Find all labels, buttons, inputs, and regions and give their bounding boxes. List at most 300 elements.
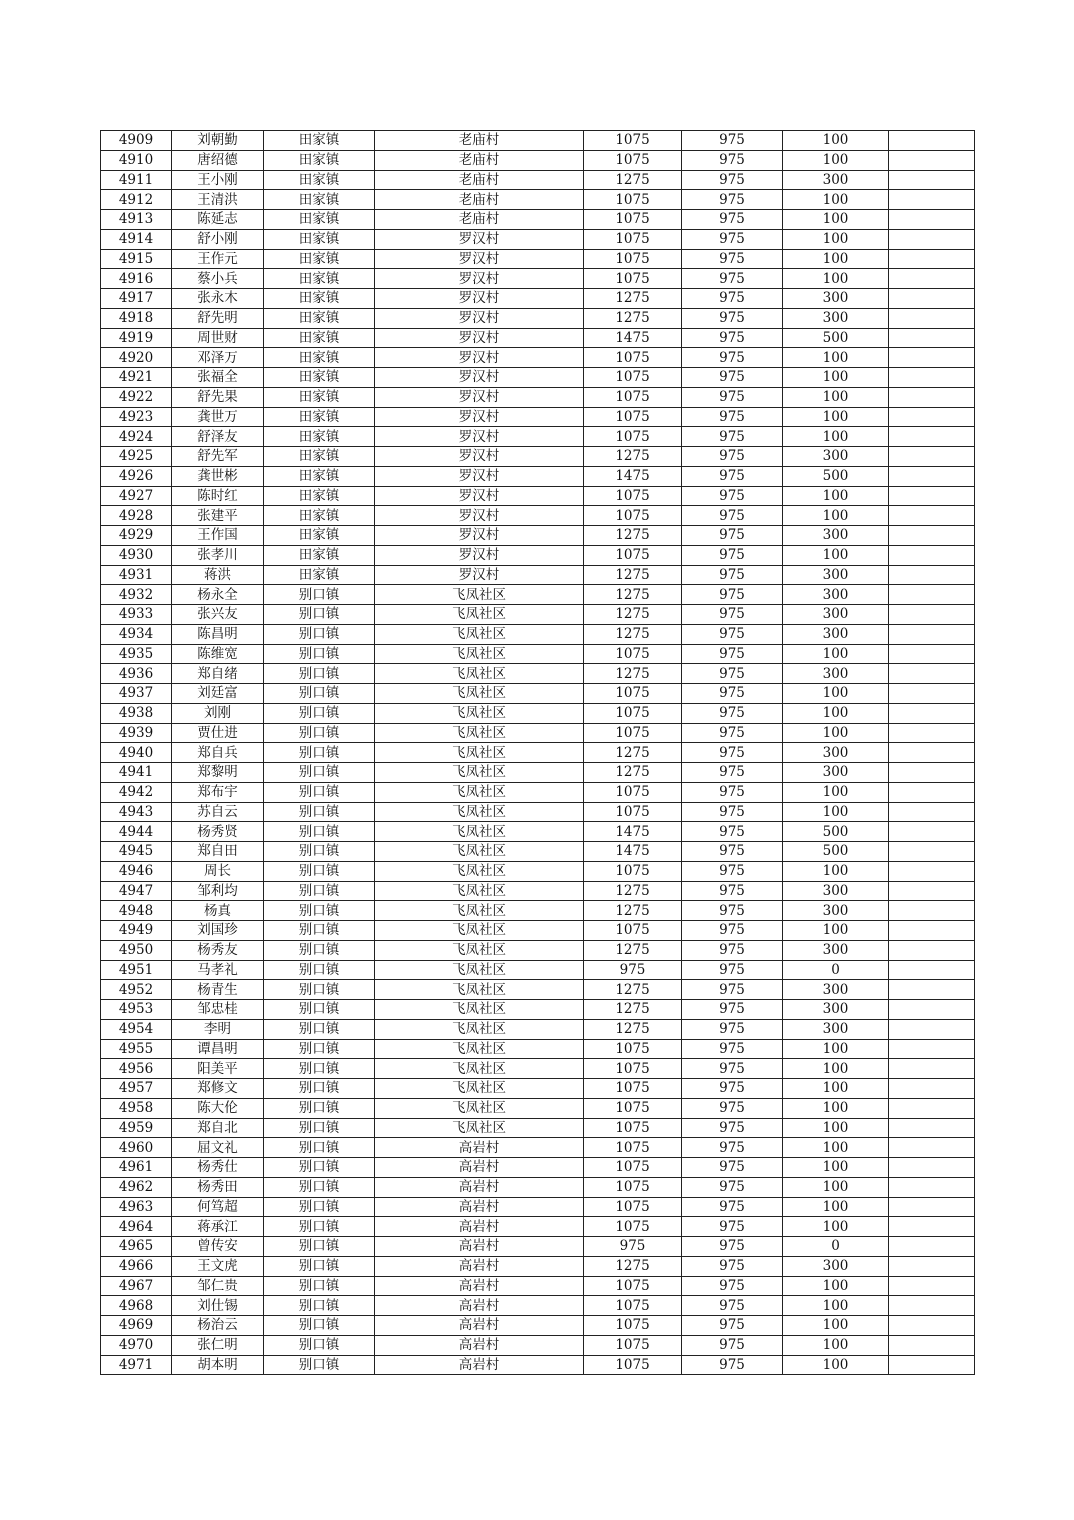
table-row [101,269,975,289]
person-name-cell: 郑自兵 [172,743,264,763]
person-name-cell: 张福全 [172,368,264,388]
amount-base-cell: 975 [682,249,783,269]
remarks-cell [889,289,975,309]
person-name-cell: 龚世万 [172,407,264,427]
amount-total-cell: 1075 [584,684,682,704]
amount-difference-cell: 100 [783,1158,889,1178]
person-name-cell: 屈文礼 [172,1138,264,1158]
village-cell: 飞凤社区 [375,1000,584,1020]
village-cell: 飞凤社区 [375,802,584,822]
serial-number-cell: 4937 [101,684,172,704]
remarks-cell [889,387,975,407]
table-row [101,1355,975,1375]
amount-total-cell: 1075 [584,1079,682,1099]
village-cell: 飞凤社区 [375,1079,584,1099]
serial-number-cell: 4918 [101,308,172,328]
village-cell: 飞凤社区 [375,881,584,901]
amount-difference-cell: 100 [783,703,889,723]
amount-total-cell: 1275 [584,1256,682,1276]
amount-total-cell: 1075 [584,368,682,388]
table-row [101,427,975,447]
amount-base-cell: 975 [682,1355,783,1375]
amount-total-cell: 1275 [584,881,682,901]
remarks-cell [889,940,975,960]
amount-base-cell: 975 [682,170,783,190]
amount-difference-cell: 100 [783,1296,889,1316]
village-cell: 高岩村 [375,1296,584,1316]
remarks-cell [889,308,975,328]
amount-base-cell: 975 [682,1276,783,1296]
amount-base-cell: 975 [682,960,783,980]
serial-number-cell: 4948 [101,901,172,921]
remarks-cell [889,1039,975,1059]
table-row [101,407,975,427]
town-cell: 别口镇 [264,1256,375,1276]
roster-body [101,131,975,1375]
table-row [101,624,975,644]
village-cell: 罗汉村 [375,466,584,486]
remarks-cell [889,1217,975,1237]
amount-base-cell: 975 [682,565,783,585]
village-cell: 飞凤社区 [375,703,584,723]
person-name-cell: 王清洪 [172,190,264,210]
amount-total-cell: 975 [584,960,682,980]
amount-difference-cell: 300 [783,605,889,625]
serial-number-cell: 4945 [101,842,172,862]
town-cell: 别口镇 [264,1296,375,1316]
amount-difference-cell: 100 [783,269,889,289]
table-row [101,881,975,901]
amount-base-cell: 975 [682,782,783,802]
table-row [101,1059,975,1079]
town-cell: 田家镇 [264,328,375,348]
person-name-cell: 陈昌明 [172,624,264,644]
serial-number-cell: 4958 [101,1098,172,1118]
town-cell: 别口镇 [264,1098,375,1118]
serial-number-cell: 4936 [101,664,172,684]
town-cell: 田家镇 [264,150,375,170]
serial-number-cell: 4971 [101,1355,172,1375]
amount-difference-cell: 300 [783,1000,889,1020]
table-row [101,1039,975,1059]
town-cell: 别口镇 [264,1158,375,1178]
remarks-cell [889,447,975,467]
remarks-cell [889,269,975,289]
person-name-cell: 刘刚 [172,703,264,723]
remarks-cell [889,822,975,842]
person-name-cell: 何笃超 [172,1197,264,1217]
amount-base-cell: 975 [682,1316,783,1336]
village-cell: 罗汉村 [375,229,584,249]
table-row [101,1000,975,1020]
remarks-cell [889,1138,975,1158]
village-cell: 罗汉村 [375,565,584,585]
remarks-cell [889,348,975,368]
village-cell: 高岩村 [375,1217,584,1237]
village-cell: 老庙村 [375,170,584,190]
amount-total-cell: 1275 [584,526,682,546]
table-row [101,1316,975,1336]
person-name-cell: 胡本明 [172,1355,264,1375]
village-cell: 飞凤社区 [375,684,584,704]
serial-number-cell: 4942 [101,782,172,802]
amount-total-cell: 1275 [584,940,682,960]
village-cell: 飞凤社区 [375,901,584,921]
amount-base-cell: 975 [682,802,783,822]
amount-total-cell: 1075 [584,1177,682,1197]
serial-number-cell: 4953 [101,1000,172,1020]
person-name-cell: 周长 [172,861,264,881]
person-name-cell: 陈大伦 [172,1098,264,1118]
serial-number-cell: 4924 [101,427,172,447]
amount-difference-cell: 100 [783,1276,889,1296]
town-cell: 别口镇 [264,861,375,881]
amount-base-cell: 975 [682,407,783,427]
table-row [101,466,975,486]
town-cell: 别口镇 [264,703,375,723]
amount-total-cell: 1075 [584,486,682,506]
amount-base-cell: 975 [682,624,783,644]
amount-total-cell: 975 [584,1237,682,1257]
town-cell: 田家镇 [264,526,375,546]
table-row [101,368,975,388]
village-cell: 高岩村 [375,1355,584,1375]
amount-total-cell: 1275 [584,901,682,921]
table-row [101,289,975,309]
amount-base-cell: 975 [682,368,783,388]
serial-number-cell: 4931 [101,565,172,585]
serial-number-cell: 4933 [101,605,172,625]
town-cell: 田家镇 [264,131,375,151]
village-cell: 飞凤社区 [375,723,584,743]
table-row [101,328,975,348]
amount-base-cell: 975 [682,328,783,348]
remarks-cell [889,1316,975,1336]
person-name-cell: 杨治云 [172,1316,264,1336]
serial-number-cell: 4950 [101,940,172,960]
amount-total-cell: 1075 [584,1355,682,1375]
remarks-cell [889,782,975,802]
amount-base-cell: 975 [682,1197,783,1217]
amount-base-cell: 975 [682,723,783,743]
amount-base-cell: 975 [682,980,783,1000]
table-row [101,1276,975,1296]
amount-base-cell: 975 [682,881,783,901]
person-name-cell: 唐绍德 [172,150,264,170]
town-cell: 别口镇 [264,1316,375,1336]
remarks-cell [889,1256,975,1276]
village-cell: 飞凤社区 [375,980,584,1000]
amount-base-cell: 975 [682,210,783,230]
serial-number-cell: 4941 [101,763,172,783]
serial-number-cell: 4960 [101,1138,172,1158]
remarks-cell [889,170,975,190]
person-name-cell: 邓泽万 [172,348,264,368]
amount-total-cell: 1075 [584,229,682,249]
amount-base-cell: 975 [682,605,783,625]
village-cell: 飞凤社区 [375,842,584,862]
town-cell: 别口镇 [264,822,375,842]
amount-total-cell: 1075 [584,190,682,210]
amount-total-cell: 1075 [584,1098,682,1118]
amount-difference-cell: 100 [783,348,889,368]
table-row [101,1217,975,1237]
amount-total-cell: 1075 [584,407,682,427]
amount-base-cell: 975 [682,822,783,842]
amount-total-cell: 1075 [584,1217,682,1237]
amount-total-cell: 1275 [584,170,682,190]
person-name-cell: 曾传安 [172,1237,264,1257]
village-cell: 高岩村 [375,1335,584,1355]
table-row [101,1079,975,1099]
amount-difference-cell: 300 [783,624,889,644]
table-row [101,150,975,170]
table-row [101,723,975,743]
town-cell: 别口镇 [264,960,375,980]
person-name-cell: 陈时红 [172,486,264,506]
table-row [101,229,975,249]
amount-difference-cell: 100 [783,802,889,822]
person-name-cell: 王作国 [172,526,264,546]
serial-number-cell: 4964 [101,1217,172,1237]
table-row [101,249,975,269]
village-cell: 罗汉村 [375,447,584,467]
town-cell: 别口镇 [264,1335,375,1355]
remarks-cell [889,743,975,763]
town-cell: 田家镇 [264,368,375,388]
amount-base-cell: 975 [682,150,783,170]
table-row [101,960,975,980]
village-cell: 高岩村 [375,1158,584,1178]
amount-difference-cell: 300 [783,526,889,546]
village-cell: 罗汉村 [375,308,584,328]
amount-base-cell: 975 [682,486,783,506]
person-name-cell: 郑布宇 [172,782,264,802]
table-row [101,210,975,230]
serial-number-cell: 4970 [101,1335,172,1355]
remarks-cell [889,1296,975,1316]
serial-number-cell: 4915 [101,249,172,269]
town-cell: 别口镇 [264,763,375,783]
amount-difference-cell: 100 [783,545,889,565]
table-row [101,684,975,704]
serial-number-cell: 4913 [101,210,172,230]
amount-total-cell: 1075 [584,150,682,170]
serial-number-cell: 4951 [101,960,172,980]
town-cell: 别口镇 [264,1000,375,1020]
person-name-cell: 郑自绪 [172,664,264,684]
person-name-cell: 杨秀贤 [172,822,264,842]
village-cell: 飞凤社区 [375,624,584,644]
table-row [101,1335,975,1355]
person-name-cell: 陈维宽 [172,644,264,664]
table-row [101,763,975,783]
amount-difference-cell: 300 [783,308,889,328]
amount-total-cell: 1275 [584,308,682,328]
serial-number-cell: 4969 [101,1316,172,1336]
table-row [101,1098,975,1118]
serial-number-cell: 4916 [101,269,172,289]
amount-total-cell: 1275 [584,763,682,783]
town-cell: 田家镇 [264,545,375,565]
amount-base-cell: 975 [682,545,783,565]
amount-difference-cell: 100 [783,1098,889,1118]
remarks-cell [889,1276,975,1296]
remarks-cell [889,150,975,170]
town-cell: 田家镇 [264,565,375,585]
amount-total-cell: 1075 [584,1316,682,1336]
town-cell: 别口镇 [264,901,375,921]
amount-total-cell: 1075 [584,1059,682,1079]
amount-total-cell: 1475 [584,842,682,862]
town-cell: 别口镇 [264,664,375,684]
town-cell: 田家镇 [264,486,375,506]
amount-total-cell: 1075 [584,1039,682,1059]
remarks-cell [889,624,975,644]
table-row [101,1237,975,1257]
village-cell: 老庙村 [375,210,584,230]
serial-number-cell: 4938 [101,703,172,723]
amount-base-cell: 975 [682,664,783,684]
amount-difference-cell: 100 [783,387,889,407]
town-cell: 别口镇 [264,940,375,960]
town-cell: 别口镇 [264,1177,375,1197]
town-cell: 田家镇 [264,447,375,467]
remarks-cell [889,1197,975,1217]
amount-total-cell: 1075 [584,644,682,664]
town-cell: 别口镇 [264,1276,375,1296]
amount-difference-cell: 300 [783,170,889,190]
amount-difference-cell: 100 [783,1355,889,1375]
amount-total-cell: 1075 [584,1296,682,1316]
amount-difference-cell: 300 [783,1256,889,1276]
amount-base-cell: 975 [682,901,783,921]
amount-difference-cell: 300 [783,585,889,605]
amount-difference-cell: 100 [783,368,889,388]
amount-total-cell: 1275 [584,1019,682,1039]
amount-total-cell: 1275 [584,624,682,644]
amount-base-cell: 975 [682,940,783,960]
person-name-cell: 苏自云 [172,802,264,822]
village-cell: 罗汉村 [375,427,584,447]
amount-difference-cell: 100 [783,1059,889,1079]
amount-base-cell: 975 [682,466,783,486]
village-cell: 罗汉村 [375,387,584,407]
town-cell: 别口镇 [264,921,375,941]
amount-difference-cell: 300 [783,565,889,585]
amount-total-cell: 1475 [584,328,682,348]
amount-base-cell: 975 [682,1177,783,1197]
table-row [101,644,975,664]
village-cell: 老庙村 [375,150,584,170]
person-name-cell: 阳美平 [172,1059,264,1079]
table-row [101,526,975,546]
town-cell: 别口镇 [264,1197,375,1217]
amount-base-cell: 975 [682,269,783,289]
person-name-cell: 杨秀田 [172,1177,264,1197]
amount-total-cell: 1075 [584,249,682,269]
village-cell: 飞凤社区 [375,1039,584,1059]
village-cell: 罗汉村 [375,526,584,546]
village-cell: 罗汉村 [375,407,584,427]
table-row [101,802,975,822]
remarks-cell [889,1118,975,1138]
amount-total-cell: 1075 [584,210,682,230]
serial-number-cell: 4923 [101,407,172,427]
village-cell: 飞凤社区 [375,1019,584,1039]
village-cell: 飞凤社区 [375,940,584,960]
amount-base-cell: 975 [682,684,783,704]
village-cell: 罗汉村 [375,328,584,348]
village-cell: 罗汉村 [375,348,584,368]
remarks-cell [889,466,975,486]
serial-number-cell: 4955 [101,1039,172,1059]
village-cell: 高岩村 [375,1237,584,1257]
amount-base-cell: 975 [682,526,783,546]
table-row [101,1019,975,1039]
town-cell: 田家镇 [264,229,375,249]
table-row [101,842,975,862]
person-name-cell: 杨真 [172,901,264,921]
table-row [101,348,975,368]
town-cell: 田家镇 [264,308,375,328]
amount-total-cell: 1275 [584,585,682,605]
remarks-cell [889,684,975,704]
town-cell: 田家镇 [264,427,375,447]
serial-number-cell: 4949 [101,921,172,941]
table-row [101,308,975,328]
remarks-cell [889,368,975,388]
amount-difference-cell: 300 [783,901,889,921]
amount-total-cell: 1275 [584,565,682,585]
person-name-cell: 周世财 [172,328,264,348]
amount-total-cell: 1075 [584,506,682,526]
serial-number-cell: 4965 [101,1237,172,1257]
town-cell: 田家镇 [264,348,375,368]
table-row [101,782,975,802]
person-name-cell: 蔡小兵 [172,269,264,289]
town-cell: 别口镇 [264,1138,375,1158]
table-row [101,447,975,467]
table-row [101,387,975,407]
amount-base-cell: 975 [682,1059,783,1079]
remarks-cell [889,921,975,941]
person-name-cell: 张永木 [172,289,264,309]
village-cell: 飞凤社区 [375,1098,584,1118]
amount-base-cell: 975 [682,506,783,526]
amount-total-cell: 1075 [584,861,682,881]
serial-number-cell: 4909 [101,131,172,151]
remarks-cell [889,427,975,447]
village-cell: 罗汉村 [375,289,584,309]
amount-base-cell: 975 [682,308,783,328]
village-cell: 飞凤社区 [375,763,584,783]
amount-difference-cell: 300 [783,447,889,467]
town-cell: 别口镇 [264,881,375,901]
village-cell: 飞凤社区 [375,1059,584,1079]
serial-number-cell: 4956 [101,1059,172,1079]
village-cell: 高岩村 [375,1197,584,1217]
table-row [101,486,975,506]
person-name-cell: 邹忠桂 [172,1000,264,1020]
remarks-cell [889,131,975,151]
town-cell: 别口镇 [264,585,375,605]
remarks-cell [889,1335,975,1355]
remarks-cell [889,644,975,664]
person-name-cell: 李明 [172,1019,264,1039]
amount-difference-cell: 100 [783,1039,889,1059]
amount-base-cell: 975 [682,447,783,467]
